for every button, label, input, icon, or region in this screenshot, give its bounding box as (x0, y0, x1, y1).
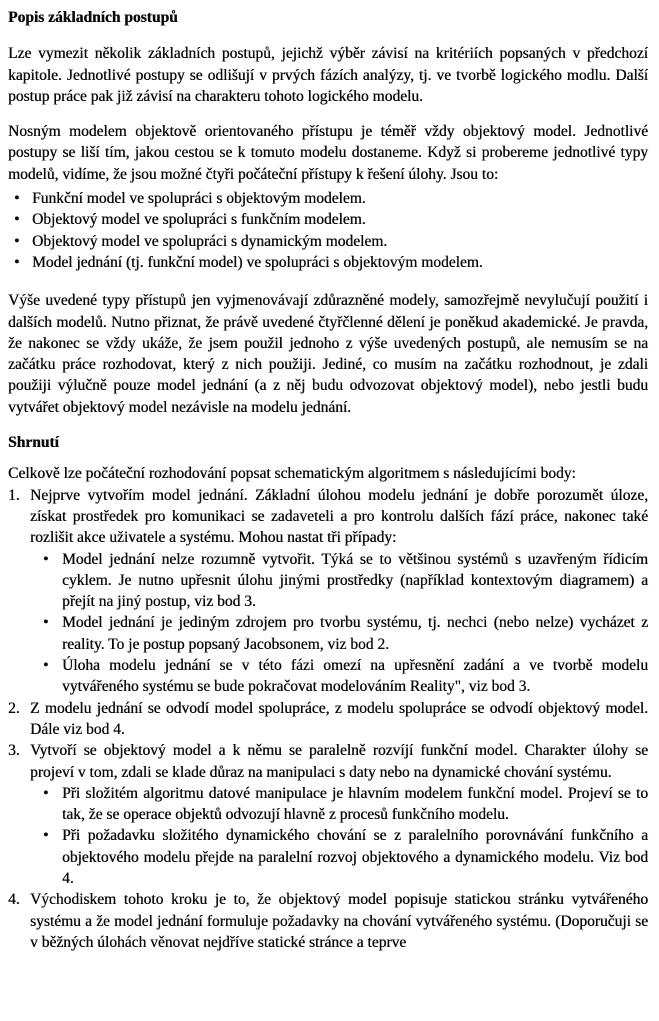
item-text: Východiskem tohoto kroku je to, že objektový model popisuje statickou stránku vytvářeného systému a že model jednání formuluje požadavky na chování vytvářeného systému. (Doporučuji se v běžných úlohách věnovat nejdříve statické stránce a teprve (30, 891, 648, 951)
numbered-item-1 (8, 485, 648, 698)
list-item (8, 252, 648, 273)
bullet-marker: • (43, 614, 49, 632)
numbered-item-3 (8, 740, 648, 889)
list-item (8, 188, 648, 209)
bullet-marker: • (14, 211, 20, 229)
bullet-marker: • (43, 657, 49, 675)
sub-item-text: Při požadavku složitého dynamického chování se z paralelního porovnávání funkčního a objektového modelu přejde na paralelní rozvoj objektového a dynamického modelu. Viz bod 4. (62, 827, 648, 887)
item-body (30, 889, 648, 953)
bullet-marker: • (43, 784, 49, 802)
sub-list-item (30, 783, 648, 826)
item-number: 1. (8, 486, 20, 504)
numbered-algorithm-list (8, 485, 648, 954)
summary-intro: Celkově lze počáteční rozhodování popsat schematickým algoritmem s následujícími body: (8, 465, 576, 483)
item-body (30, 485, 648, 698)
intro-paragraph-1: Lze vymezit několik základních postupů, jejichž výběr závisí na kritériích popsaných v předchozí kapitole. Jednotlivé postupy se odlišují v prvých fázích analýzy, tj. ve tvorbě logického modlu. Další postup práce pak již závisí na charakteru tohoto logického modelu. (8, 45, 648, 105)
item-number: 3. (8, 742, 20, 760)
sub-list-item (30, 612, 648, 655)
item-text: Vytvoří se objektový model a k němu se paralelně rozvíjí funkční model. Charakter úlohy se projeví v tom, zdali se klade důraz na manipulaci s daty nebo na dynamické chování systému. (30, 742, 648, 781)
list-item-text: Funkční model ve spolupráci s objektovým modelem. (32, 190, 366, 208)
numbered-item-4 (8, 889, 648, 953)
sub-item-text: Úloha modelu jednání se v této fázi omezí na upřesnění zadání a ve tvorbě modelu vytvářeného systému se bude pokračovat modelováním Reality", viz bod 3. (62, 657, 648, 696)
item-body (30, 698, 648, 741)
list-item-text: Model jednání (tj. funkční model) ve spolupráci s objektovým modelem. (32, 253, 483, 271)
discussion-paragraph: Výše uvedené typy přístupů jen vyjmenovávají zdůrazněné modely, samozřejmě nevylučují použití i dalších modelů. Nutno přiznat, že právě uvedené čtyřčlenné dělení je poněkud akademické. Je pravda, že nakonec se vždy ukáže, že jsem použil jednoho z výše uvedených postupů, ale nemusím se na začátku práce rozhodovat, který z nich použiji. Jediné, co musím na začátku rozhodnout, je zdali použiji výlučně pouze model jednání (a z něj budu odvozovat objektový model), nebo jestli budu vytvářet objektový model nezávisle na modelu jednání. (8, 292, 648, 416)
bullet-marker: • (14, 190, 20, 208)
summary-heading: Shrnutí (8, 434, 59, 452)
approach-bullet-list (8, 188, 648, 273)
sub-list-item (30, 549, 648, 613)
list-item (8, 209, 648, 230)
numbered-item-2 (8, 698, 648, 741)
bullet-marker: • (43, 827, 49, 845)
sub-item-text: Model jednání nelze rozumně vytvořit. Týká se to většinou systémů s uzavřeným řídicím cyklem. Je nutno upřesnit úlohu jinými prostředky (například kontextovým diagramem) a přejít na jiný postup, viz bod 3. (62, 550, 648, 611)
page-title: Popis základních postupů (8, 9, 178, 26)
list-item-text: Objektový model ve spolupráci s funkčním modelem. (32, 211, 366, 229)
bullet-marker: • (43, 550, 49, 568)
sub-list-item (30, 825, 648, 889)
item-text: Nejprve vytvořím model jednání. Základní úlohou modelu jednání je dobře porozumět úloze, získat prostředek pro komunikaci se zadaveteli a pro kontrolu dalších fází práce, nakonec také rozlišit akce uživatele a systému. Mohou nastat tři případy: (30, 486, 648, 547)
bullet-marker: • (14, 253, 20, 271)
bullet-marker: • (14, 232, 20, 250)
sub-item-text: Model jednání je jediným zdrojem pro tvorbu systému, tj. nechci (nebo nelze) vycházet z reality. To je postup popsaný Jacobsonem, viz bod 2. (62, 614, 648, 653)
item-number: 4. (8, 891, 20, 909)
sub-item-text: Při složitém algoritmu datové manipulace je hlavním modelem funkční model. Projeví se to tak, že se operace objektů odvozují hlavně z procesů funkčního modelu. (62, 784, 648, 824)
item-body (30, 740, 648, 889)
sub-list-item (30, 655, 648, 698)
item-number: 2. (8, 699, 20, 717)
list-item (8, 231, 648, 252)
list-item-text: Objektový model ve spolupráci s dynamickým modelem. (32, 232, 388, 250)
intro-paragraph-2: Nosným modelem objektově orientovaného přístupu je téměř vždy objektový model. Jednotlivé postupy se liší tím, jakou cestou se k tomuto modelu dostaneme. Když si probereme jednotlivé typy modelů, vidíme, že jsou možné čtyři počáteční přístupy k řešení úlohy. Jsou to: (8, 123, 648, 183)
item-text: Z modelu jednání se odvodí model spolupráce, z modelu spolupráce se odvodí objektový model. Dále viz bod 4. (30, 699, 648, 738)
